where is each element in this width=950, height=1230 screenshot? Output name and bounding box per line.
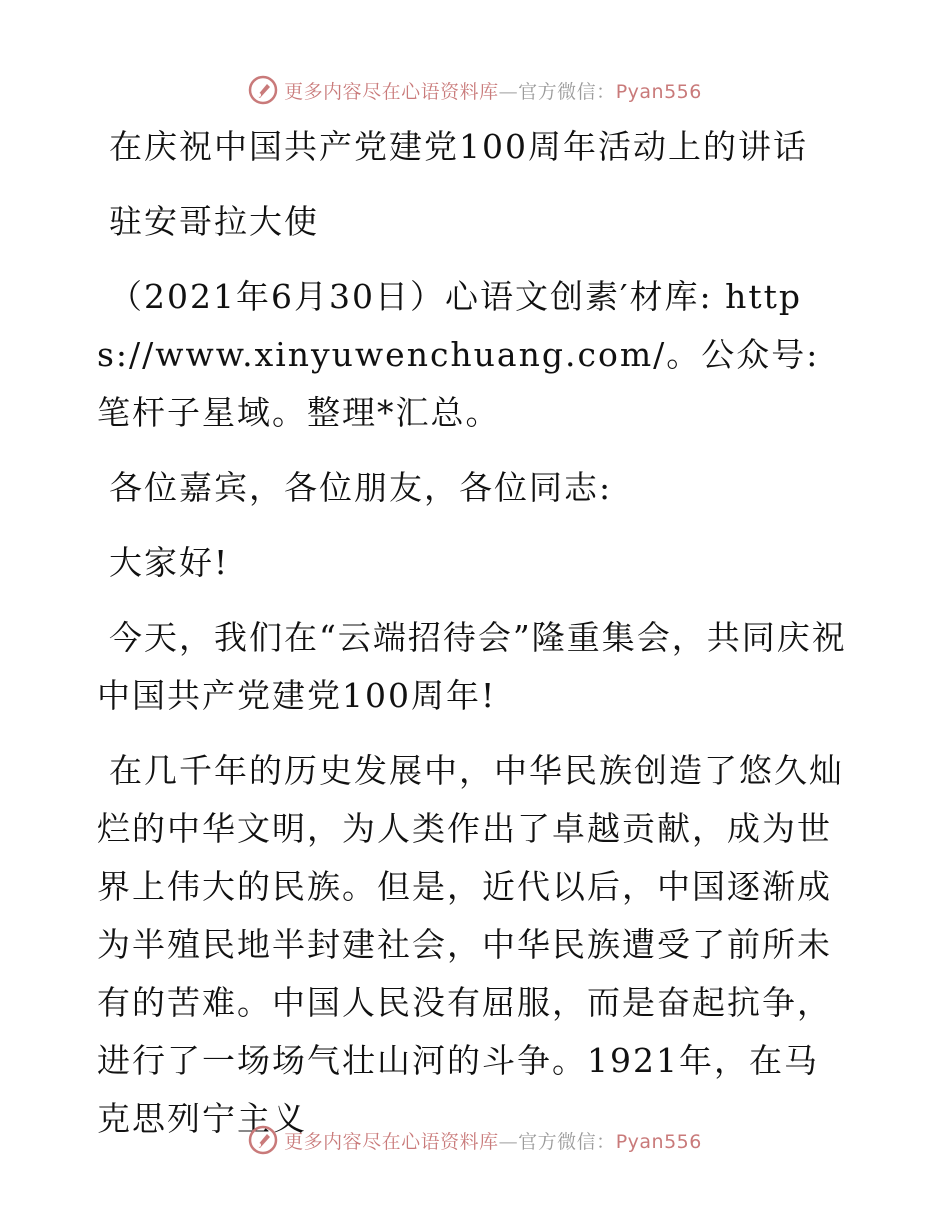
hello-line: 大家好! [109,543,230,582]
date-line: （2021年6月30日）心语文创素′材库: https://www.xinyuwenchuang.com/。公众号: 笔杆子星域。整理*汇总。 [97,277,820,432]
pen-nib-logo-icon [248,75,278,105]
document-title: 在庆祝中国共产党建党100周年活动上的讲话 [109,127,808,166]
pen-nib-logo-icon [248,1125,278,1155]
footer-watermark [0,1120,950,1160]
greeting-line: 各位嘉宾，各位朋友，各位同志: [109,468,613,507]
watermark-text: 更多内容尽在心语资料库—官方微信：Pyan556 [284,80,702,103]
header-watermark [0,70,950,110]
paragraph: 今天，我们在“云端招待会”隆重集会，共同庆祝中国共产党建党100周年! [97,618,847,715]
watermark-text: 更多内容尽在心语资料库—官方微信：Pyan556 [284,1130,702,1153]
speaker-line: 驻安哥拉大使 [109,202,319,241]
paragraph: 在几千年的历史发展中，中华民族创造了悠久灿烂的中华文明，为人类作出了卓越贡献，成为世界上伟大的民族。但是，近代以后，中国逐渐成为半殖民地半封建社会，中华民族遭受了前所未有的苦难。中国人民没有屈服，而是奋起抗争，进行了一场场气壮山河的斗争。1921年，在马克思列宁主义 [97,751,844,1138]
document-body [97,118,853,1165]
